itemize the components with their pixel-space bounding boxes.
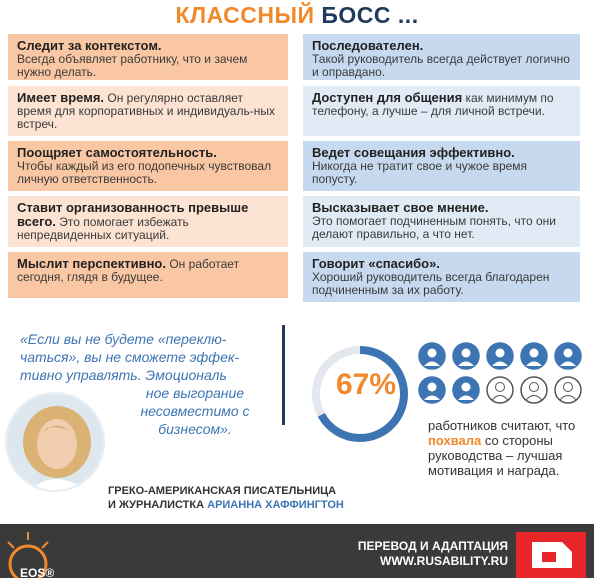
- person-filled-icon: [521, 343, 547, 369]
- stat-text-after: со стороны руководства – лучшая мотивация и награда.: [428, 433, 563, 478]
- lightbulb-logo-icon: [0, 524, 120, 578]
- person-filled-icon: [419, 377, 445, 403]
- quote-text-2: ное выгорание несовместимо с бизнесом».: [140, 385, 250, 437]
- card-heading: Последователен.: [312, 38, 424, 53]
- person-outline-icon: [487, 377, 513, 403]
- author-portrait: [5, 392, 105, 492]
- title-accent: КЛАССНЫЙ: [175, 2, 315, 28]
- card-text: Он работает сегодня, глядя в будущее.: [17, 257, 240, 284]
- card-heading: Высказывает свое мнение.: [312, 200, 489, 215]
- footer-line-1: ПЕРЕВОД И АДАПТАЦИЯ: [357, 539, 508, 553]
- author-title-2: И ЖУРНАЛИСТКА: [108, 499, 205, 511]
- card-text: Это помогает избежать непредвиденных ситуаций.: [17, 215, 189, 242]
- card-organization: [8, 196, 288, 247]
- card-heading: Говорит «спасибо».: [312, 256, 440, 271]
- card-text: Это помогает подчиненным понять, что они делают правильно, а что нет.: [312, 214, 556, 241]
- author-caption: [108, 484, 344, 512]
- footer-credit: [340, 539, 508, 569]
- card-heading: Доступен для общения: [312, 90, 463, 105]
- card-heading: Ставит организованность превыше всего.: [17, 200, 249, 229]
- quote-divider: [282, 325, 285, 425]
- author-title: ГРЕКО-АМЕРИКАНСКАЯ ПИСАТЕЛЬНИЦА: [108, 485, 337, 497]
- stat-highlight: похвала: [428, 433, 482, 448]
- card-text: Он регулярно оставляет время для корпоративных и индивидуаль-ных встреч.: [17, 91, 275, 131]
- person-filled-icon: [555, 343, 581, 369]
- person-outline-icon: [555, 377, 581, 403]
- card-text: Никогда не тратит свое и чужое время попусту.: [312, 159, 528, 186]
- person-filled-icon: [419, 343, 445, 369]
- footer-brand: EOS®: [20, 566, 55, 580]
- percent-value: 67%: [336, 368, 397, 401]
- card-text: Хороший руководитель всегда благодарен подчиненным за их работу.: [312, 270, 550, 297]
- card-time: [8, 86, 288, 136]
- person-filled-icon: [453, 343, 479, 369]
- page-title: [0, 2, 594, 29]
- footer-link[interactable]: WWW.RUSABILITY.RU: [380, 554, 508, 568]
- card-text: как минимум по телефону, а лучше – для личной встречи.: [312, 91, 554, 118]
- card-available: [303, 86, 580, 136]
- rusability-logo-icon: [516, 532, 586, 578]
- card-text: Всегда объявляет работнику, что и зачем нужно делать.: [17, 52, 248, 79]
- person-filled-icon: [453, 377, 479, 403]
- card-heading: Поощряет самостоятельность.: [17, 145, 217, 160]
- card-text: Такой руководитель всегда действует логично и оправдано.: [312, 52, 570, 79]
- card-perspective: [8, 252, 288, 298]
- stat-description: [428, 418, 594, 478]
- card-independence: [8, 141, 288, 191]
- card-thanks: [303, 252, 580, 302]
- card-heading: Ведет совещания эффективно.: [312, 145, 515, 160]
- title-rest: БОСС ...: [321, 2, 419, 28]
- card-heading: Следит за контекстом.: [17, 38, 162, 53]
- card-context: [8, 34, 288, 80]
- author-name: АРИАННА ХАФФИНГТОН: [207, 499, 344, 511]
- person-outline-icon: [521, 377, 547, 403]
- stat-text-before: работников считают, что: [428, 418, 576, 433]
- person-filled-icon: [487, 343, 513, 369]
- card-consistent: [303, 34, 580, 80]
- card-heading: Имеет время.: [17, 90, 105, 105]
- card-text: Чтобы каждый из его подопечных чувствовал личную ответственность.: [17, 159, 272, 186]
- quote-text-1: «Если вы не будете «переклю-чаться», вы не сможете эффек-тивно управлять. Эмоциональ: [20, 331, 240, 383]
- card-meetings: [303, 141, 580, 191]
- card-opinion: [303, 196, 580, 247]
- card-heading: Мыслит перспективно.: [17, 256, 166, 271]
- people-icons: [418, 340, 592, 408]
